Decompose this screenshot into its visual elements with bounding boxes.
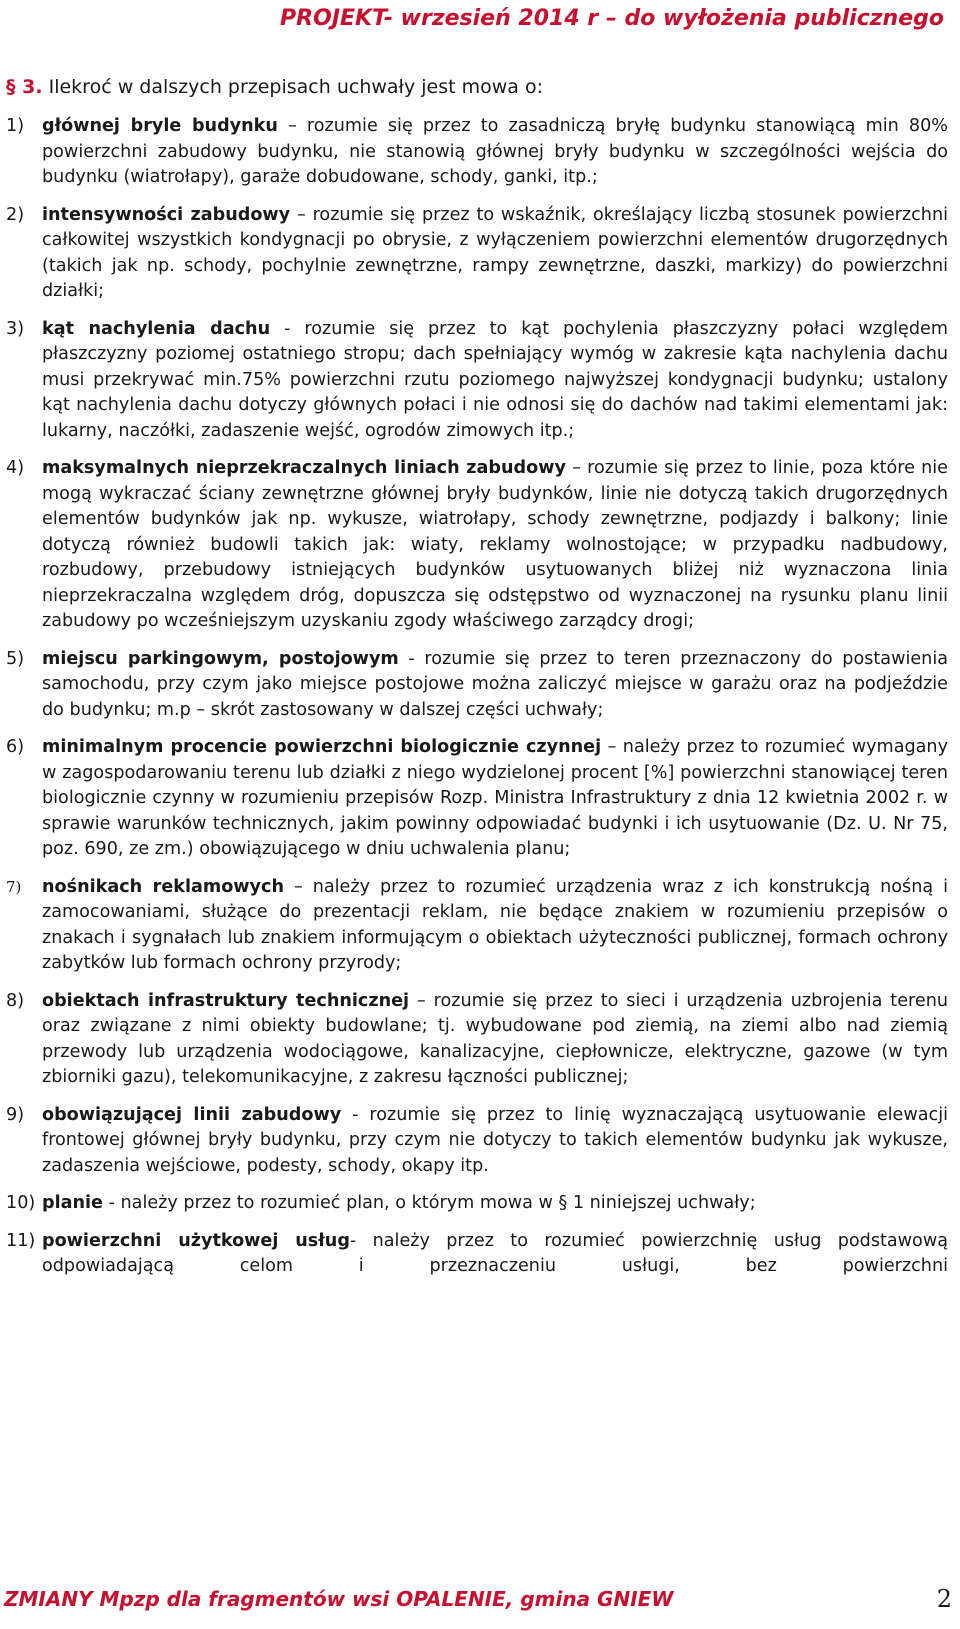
definition-item (6, 203, 954, 305)
definition-text: - należy przez to rozumieć plan, o którym mowa w § 1 niniejszej uchwały; (103, 1193, 756, 1213)
definition-item (6, 989, 954, 1091)
definition-body (42, 203, 954, 305)
definition-text: - rozumie się przez to teren przeznaczony do postawienia samochodu, przy czym jako miejsce postojowe można zaliczyć miejsce w garażu oraz na podjeździe do budynku; m.p – skrót zastosowany w dalszej części uchwały; (42, 648, 948, 720)
definition-term: minimalnym procencie powierzchni biologicznie czynnej (42, 737, 602, 757)
definition-text: - należy przez to rozumieć powierzchnię usług podstawową odpowiadającą celom i przeznaczeniu usługi, bez powierzchni (42, 1230, 948, 1276)
definition-term: planie (42, 1193, 103, 1213)
definition-item (6, 1103, 954, 1180)
definition-number: 5) (6, 648, 25, 669)
definition-item (6, 317, 954, 445)
document-body (6, 74, 954, 1292)
definition-number: 7) (6, 877, 22, 896)
definition-term: powierzchni użytkowej usług (42, 1230, 350, 1251)
definition-body (42, 1229, 954, 1280)
definition-body (42, 875, 954, 977)
definition-term: obiektach infrastruktury technicznej (42, 990, 410, 1011)
definition-text: – należy przez to rozumieć urządzenia wraz z ich konstrukcją nośną i zamocowaniami, służące do prezentacji reklam, nie będące znakiem w rozumieniu przepisów o znakach i sygnałach lub znakiem informującym o obiektach użyteczności publicznej, formach ochrony zabytków lub formach ochrony przyrody; (42, 876, 948, 973)
definition-term: miejscu parkingowym, postojowym (42, 648, 399, 669)
definition-body (42, 647, 954, 724)
definition-term: obowiązującej linii zabudowy (42, 1104, 342, 1125)
definition-body (42, 456, 954, 635)
definitions-list (6, 114, 954, 1280)
definition-body (42, 735, 954, 863)
document-header: PROJEKT- wrzesień 2014 r – do wyłożenia publicznego (280, 6, 944, 31)
definition-text: - rozumie się przez to kąt pochylenia płaszczyzny połaci względem płaszczyzny poziomej ostatniego stropu; dach spełniający wymóg w zakresie kąta nachylenia dachu musi przekrywać min.75% powierzchni rzutu poziomego najwyższej kondygnacji budynku; ustalony kąt nachylenia dachu dotyczy głównych połaci i nie odnosi się do dachów nad takimi elementami jak: lukarny, naczółki, zadaszenie wejść, ogrodów zimowych itp.; (42, 318, 948, 441)
document-footer (0, 1583, 960, 1619)
definition-body (42, 317, 954, 445)
definition-item (6, 1229, 954, 1280)
definition-term: kąt nachylenia dachu (42, 318, 271, 339)
definition-item (6, 875, 954, 977)
definition-term: nośnikach reklamowych (42, 876, 284, 897)
definition-number: 3) (6, 318, 25, 339)
section-intro: Ilekroć w dalszych przepisach uchwały jest mowa o: (48, 76, 543, 98)
definition-item (6, 114, 954, 191)
definition-text: – rozumie się przez to wskaźnik, określający liczbą stosunek powierzchni całkowitej wszystkich kondygnacji po obrysie, z wyłączeniem powierzchni elementów drugorzędnych (takich jak np. schody, pochylnie zewnętrzne, rampy zewnętrzne, daszki, markizy) do powierzchni działki; (42, 204, 948, 301)
definition-text: – należy przez to rozumieć wymagany w zagospodarowaniu terenu lub działki z niego wydzielonej procent [%] powierzchni stanowiącej teren biologicznie czynny w rozumieniu przepisów Rozp. Ministra Infrastruktury z dnia 12 kwietnia 2002 r. w sprawie warunków technicznych, jakim powinny odpowiadać budynki i ich usytuowanie (Dz. U. Nr 75, poz. 690, ze zm.) obowiązującego w dniu uchwalenia planu; (42, 737, 948, 859)
definition-text: – rozumie się przez to sieci i urządzenia uzbrojenia terenu oraz związane z nimi obiekty budowlane; tj. wybudowane pod ziemią, na ziemi albo nad ziemią przewody lub urządzenia wodociągowe, kanalizacyjne, ciepłownicze, elektryczne, gazowe (w tym zbiorniki gazu), telekomunikacyjne, z zakresu łączności publicznej; (42, 990, 948, 1087)
definition-number: 8) (6, 990, 25, 1011)
definition-body (42, 114, 954, 191)
definition-body (42, 1191, 954, 1217)
footer-title: ZMIANY Mpzp dla fragmentów wsi OPALENIE, gmina GNIEW (4, 1587, 674, 1611)
definition-text: – rozumie się przez to linie, poza które nie mogą wykraczać ściany zewnętrzne głównej bryły budynków, linie nie dotyczą takich drugorzędnych elementów budynków jak np. wykusze, wiatrołapy, schody zewnętrzne, podjazdy i balkony; linie dotyczą również budowli takich jak: wiaty, reklamy wolnostojące; w przypadku nadbudowy, rozbudowy, przebudowy istniejących budynków usytuowanych bliżej niż wyznaczona linia nieprzekraczalna względem dróg, dopuszcza się odstępstwo od wyznaczonej na rysunku planu linii zabudowy po wcześniejszym uzyskaniu zgody właściwego zarządcy drogi; (42, 458, 949, 631)
definition-number: 1) (6, 116, 25, 136)
definition-number: 9) (6, 1104, 25, 1125)
definition-number: 2) (6, 204, 25, 225)
definition-term: głównej bryle budynku (42, 116, 278, 136)
definition-body (42, 989, 954, 1091)
definition-term: intensywności zabudowy (42, 204, 291, 225)
definition-number: 10) (6, 1193, 36, 1213)
definition-number: 6) (6, 737, 25, 757)
definition-text: – rozumie się przez to zasadniczą bryłę budynku stanowiącą min 80% powierzchni zabudowy budynku, nie stanowią głównej bryły budynku w szczególności wejścia do budynku (wiatrołapy), garaże dobudowane, schody, ganki, itp.; (42, 116, 948, 187)
definition-number: 4) (6, 458, 25, 478)
definition-item (6, 647, 954, 724)
definition-item (6, 1191, 954, 1217)
page-number: 2 (936, 1585, 952, 1613)
section-heading (6, 74, 954, 100)
definition-body (42, 1103, 954, 1180)
section-number: § 3. (6, 76, 43, 98)
definition-item (6, 456, 954, 635)
definition-text: - rozumie się przez to linię wyznaczającą usytuowanie elewacji frontowej głównej bryły budynku, przy czym nie dotyczy to takich elementów budynku jak wykusze, zadaszenia wejściowe, podesty, schody, okapy itp. (42, 1104, 948, 1176)
definition-item (6, 735, 954, 863)
definition-number: 11) (6, 1230, 36, 1251)
definition-term: maksymalnych nieprzekraczalnych liniach zabudowy (42, 458, 566, 478)
